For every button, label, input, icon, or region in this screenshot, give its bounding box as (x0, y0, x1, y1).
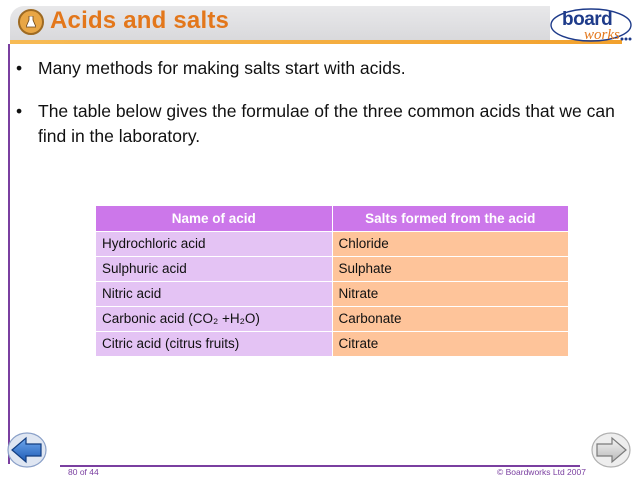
table-row (96, 306, 568, 331)
logo-board-text: board (562, 9, 613, 30)
table-row (96, 256, 568, 281)
table-row (96, 231, 568, 256)
salt-name-cell: Chloride (332, 231, 568, 256)
acid-name-cell: Hydrochloric acid (96, 231, 332, 256)
bullet-text: The table below gives the formulae of the three common acids that we can find in the laboratory. (38, 101, 615, 146)
title-underline (10, 40, 622, 44)
bullet-dot: • (16, 101, 23, 121)
bullet-text: Many methods for making salts start with acids. (38, 58, 406, 78)
flask-glyph (26, 16, 36, 28)
salt-name-cell: Citrate (332, 331, 568, 356)
bullet-item (16, 99, 616, 149)
acid-name-cell: Carbonic acid (CO₂ +H₂O) (96, 306, 332, 331)
copyright-text: © Boardworks Ltd 2007 (497, 467, 586, 477)
acid-name-cell: Nitric acid (96, 281, 332, 306)
bullet-item (16, 56, 616, 81)
header-salts-formed: Salts formed from the acid (332, 206, 568, 231)
table-row (96, 281, 568, 306)
previous-slide-button[interactable] (6, 431, 48, 469)
header-acid-name: Name of acid (96, 206, 332, 231)
logo-works-text: works (584, 27, 620, 43)
acid-name-cell: Sulphuric acid (96, 256, 332, 281)
salt-name-cell: Nitrate (332, 281, 568, 306)
boardworks-logo (548, 6, 634, 44)
back-arrow-icon (6, 431, 48, 469)
table-header-row (96, 206, 568, 231)
table-row (96, 331, 568, 356)
next-slide-button[interactable] (590, 431, 632, 469)
bullet-dot: • (16, 58, 23, 78)
salt-name-cell: Sulphate (332, 256, 568, 281)
page-title: Acids and salts (50, 7, 230, 34)
flask-icon (18, 9, 44, 35)
acids-table (96, 206, 568, 357)
acid-name-cell: Citric acid (citrus fruits) (96, 331, 332, 356)
page-number: 80 of 44 (68, 467, 99, 477)
forward-arrow-icon (590, 431, 632, 469)
bullet-list (16, 56, 616, 149)
left-divider (8, 44, 10, 464)
salt-name-cell: Carbonate (332, 306, 568, 331)
